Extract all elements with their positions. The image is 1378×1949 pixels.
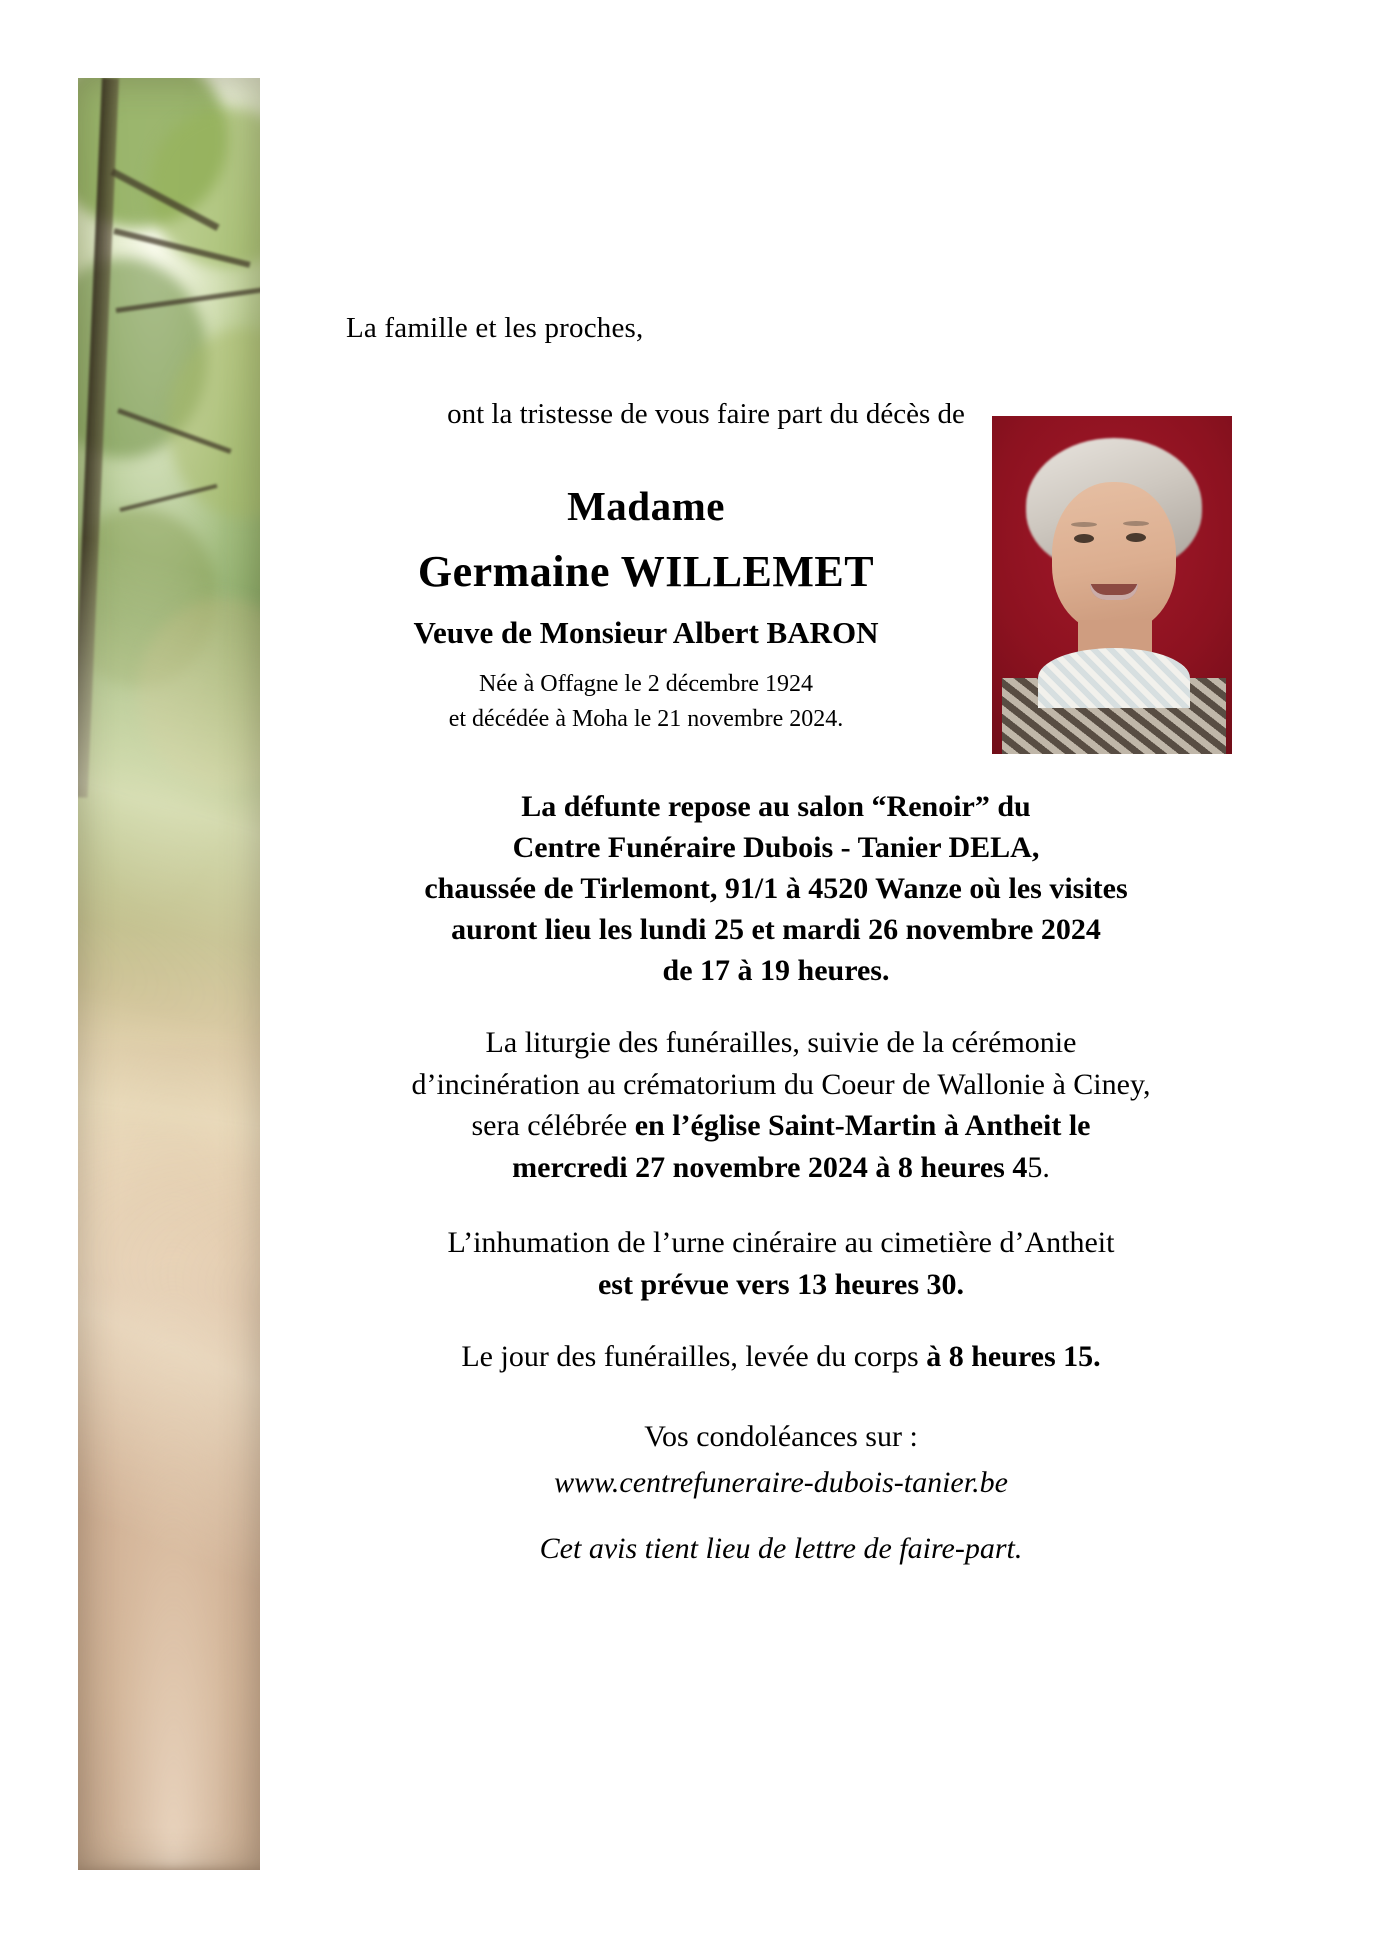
repose-block <box>276 786 1276 991</box>
repose-line-1: La défunte repose au salon “Renoir” du <box>521 790 1031 823</box>
portrait-eyebrow-right <box>1123 521 1149 526</box>
widow-of-line: Veuve de Monsieur Albert BARON <box>413 615 879 650</box>
levee-time: à 8 heures 15. <box>926 1340 1101 1373</box>
portrait-lace-collar <box>1038 648 1190 708</box>
portrait-face <box>1052 482 1176 632</box>
condolences-block <box>276 1420 1286 1500</box>
inhumation-line-2 <box>276 1264 1286 1306</box>
inhumation-block <box>276 1222 1286 1305</box>
liturgy-line-1: La liturgie des funérailles, suivie de la cérémonie <box>485 1026 1077 1059</box>
repose-line-4: auront lieu les lundi 25 et mardi 26 novembre 2024 <box>451 913 1101 947</box>
liturgy-line-3-bold: en l’église Saint-Martin à Antheit le <box>634 1109 1091 1143</box>
portrait-eye-right <box>1126 533 1146 542</box>
honorific: Madame <box>567 483 725 529</box>
inhumation-time: est prévue vers 13 heures 30. <box>597 1267 965 1301</box>
liturgy-line-3 <box>276 1105 1286 1147</box>
deceased-name-block <box>276 482 1016 733</box>
condolences-label: Vos condoléances sur : <box>644 1420 918 1453</box>
repose-line-5: de 17 à 19 heures. <box>662 954 890 988</box>
liturgy-block <box>276 1022 1286 1189</box>
liturgy-line-4 <box>276 1147 1286 1189</box>
portrait-eye-left <box>1074 534 1094 543</box>
condolences-website-link[interactable]: www.centrefuneraire-dubois-tanier.be <box>554 1466 1008 1499</box>
liturgy-line-3-plain: sera célébrée <box>471 1109 635 1143</box>
liturgy-line-2: d’incinération au crématorium du Coeur de Wallonie à Ciney, <box>411 1067 1151 1101</box>
liturgy-line-4-tail: 5. <box>1027 1151 1050 1185</box>
levee-plain: Le jour des funérailles, levée du corps <box>461 1340 927 1373</box>
strip-vignette <box>78 78 260 1870</box>
sorrow-line: ont la tristesse de vous faire part du décès de <box>447 398 965 430</box>
repose-line-2: Centre Funéraire Dubois - Tanier DELA, <box>512 831 1040 865</box>
inhumation-line-1: L’inhumation de l’urne cinéraire au cimetière d’Antheit <box>447 1226 1115 1259</box>
portrait-photo <box>992 416 1232 754</box>
intro-line: La famille et les proches, <box>346 312 644 344</box>
deceased-full-name: Germaine WILLEMET <box>417 547 875 596</box>
levee-block <box>276 1340 1286 1374</box>
repose-line-3: chaussée de Tirlemont, 91/1 à 4520 Wanze où les visites <box>424 872 1128 906</box>
closing-note: Cet avis tient lieu de lettre de faire-part. <box>539 1532 1023 1565</box>
death-line: et décédée à Moha le 21 novembre 2024. <box>448 706 844 732</box>
notice-content <box>276 0 1306 1949</box>
side-photo-strip <box>78 78 260 1870</box>
liturgy-line-4-bold: mercredi 27 novembre 2024 à 8 heures 4 <box>512 1151 1028 1185</box>
birth-line: Née à Offagne le 2 décembre 1924 <box>478 671 814 697</box>
portrait-eyebrow-left <box>1071 522 1097 527</box>
